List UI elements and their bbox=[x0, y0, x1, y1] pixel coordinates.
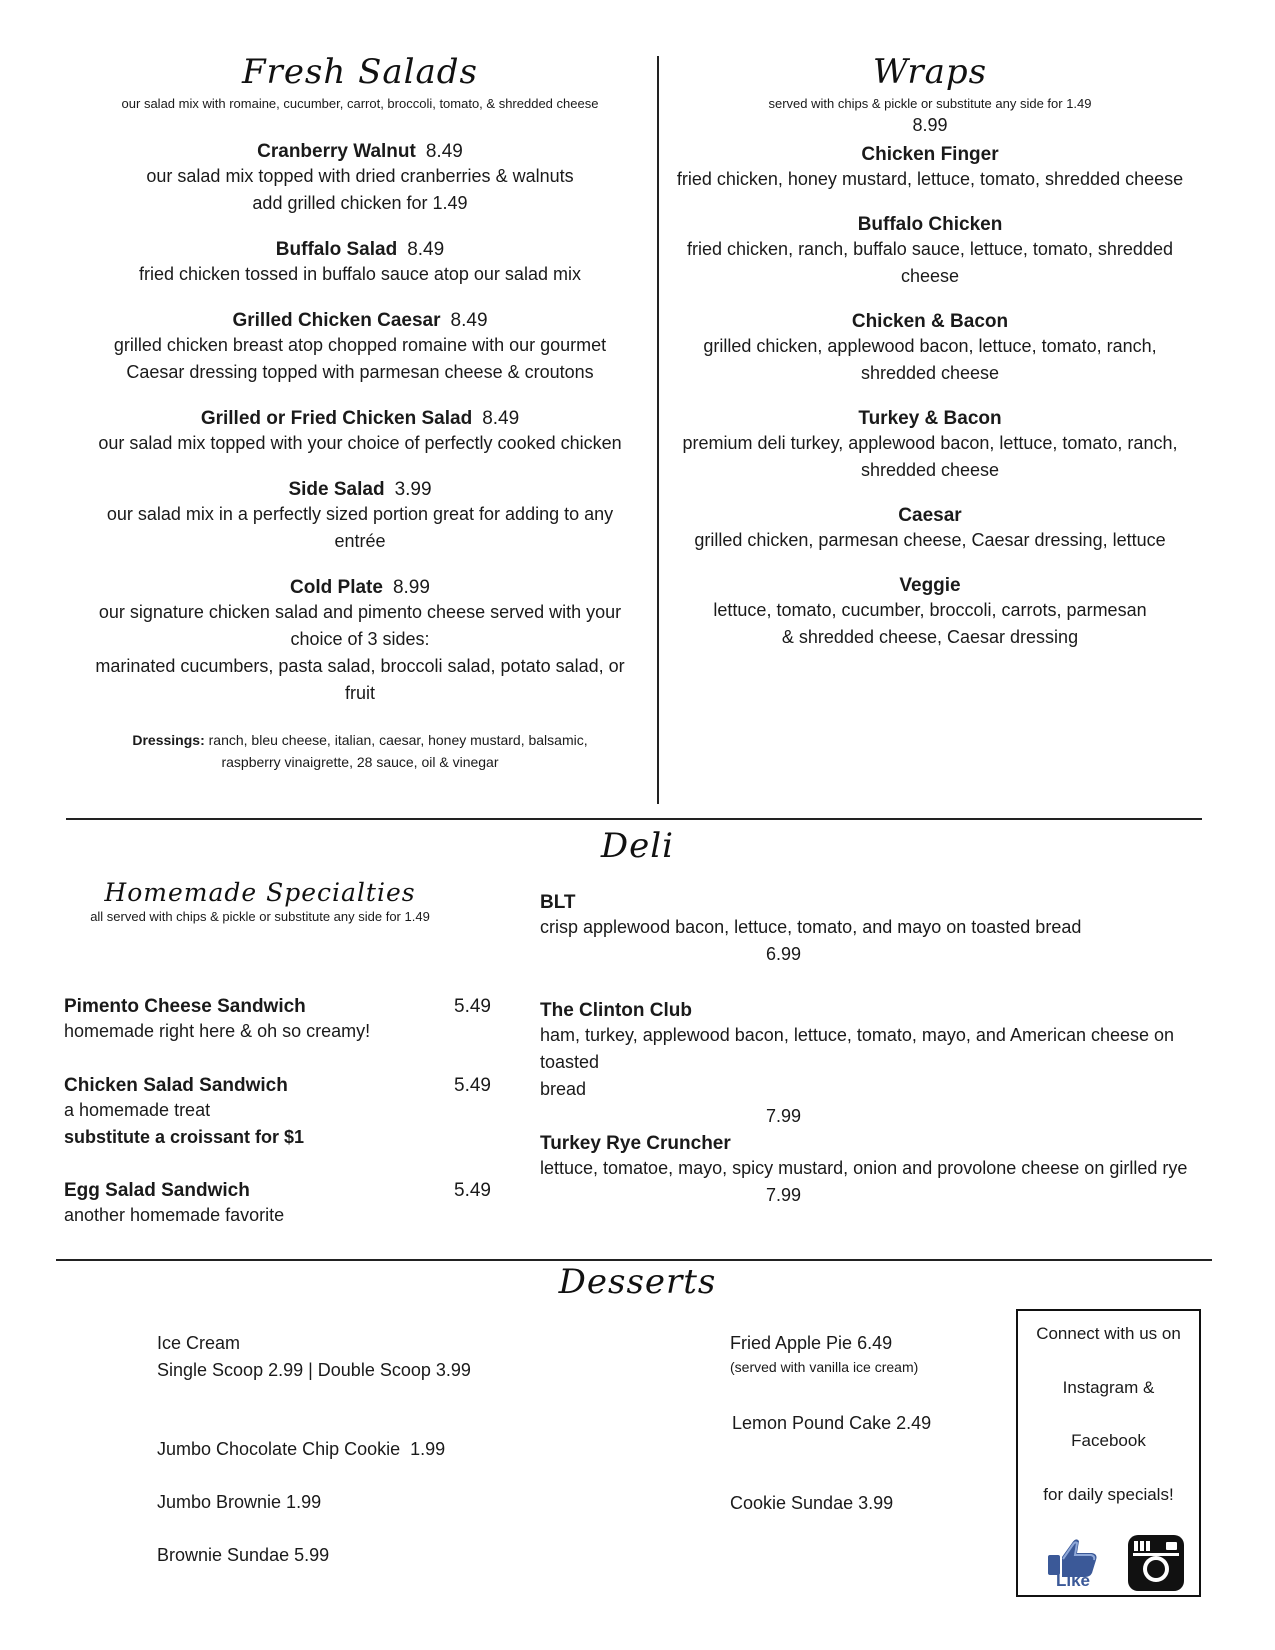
deli-item-desc: another homemade favorite bbox=[64, 1205, 285, 1225]
deli-item-extra: substitute a croissant for $1 bbox=[64, 1127, 305, 1147]
wrap-item-name: Buffalo Chicken bbox=[857, 214, 1003, 235]
salad-item-price: 8.49 bbox=[482, 408, 520, 429]
salad-item-desc: our salad mix topped with dried cranberries & walnuts bbox=[146, 166, 574, 186]
deli-item-header bbox=[64, 1180, 494, 1202]
wrap-item-desc: cheese bbox=[900, 266, 960, 286]
connect-line4: for daily specials! bbox=[1043, 1484, 1174, 1504]
salad-item-header bbox=[80, 239, 640, 261]
salads-subtitle: our salad mix with romaine, cucumber, carrot, broccoli, tomato, & shredded cheese bbox=[121, 96, 599, 111]
salad-item-header bbox=[80, 141, 640, 163]
specialties-title: Homemade Specialties bbox=[104, 878, 416, 907]
dessert-cookie: Jumbo Chocolate Chip Cookie 1.99 bbox=[157, 1439, 446, 1459]
dessert-ice-cream bbox=[157, 1330, 471, 1384]
salad-item-desc: grilled chicken breast atop chopped romaine with our gourmet bbox=[113, 335, 607, 355]
wraps-title: Wraps bbox=[872, 52, 988, 92]
apple-pie-label: Fried Apple Pie 6.49 bbox=[730, 1333, 893, 1353]
wrap-item-name: Caesar bbox=[898, 505, 962, 526]
deli-item-price: 7.99 bbox=[766, 1185, 802, 1205]
social-connect-box bbox=[1016, 1309, 1201, 1597]
wrap-item-desc: shredded cheese bbox=[860, 363, 1000, 383]
wraps-subtitle: served with chips & pickle or substitute any side for 1.49 bbox=[768, 96, 1092, 111]
wrap-item bbox=[670, 505, 1190, 554]
deli-item-desc: a homemade treat bbox=[64, 1100, 211, 1120]
deli-item-name: Egg Salad Sandwich bbox=[64, 1180, 250, 1201]
ice-cream-prices: Single Scoop 2.99 | Double Scoop 3.99 bbox=[157, 1360, 471, 1380]
deli-item-desc: lettuce, tomatoe, mayo, spicy mustard, onion and provolone cheese on girlled rye bbox=[540, 1158, 1188, 1178]
dessert-cookie-sundae: Cookie Sundae 3.99 bbox=[730, 1493, 894, 1513]
salad-item-name: Grilled or Fried Chicken Salad bbox=[200, 408, 473, 429]
wrap-item-desc: premium deli turkey, applewood bacon, lettuce, tomato, ranch, bbox=[682, 433, 1178, 453]
salads-section bbox=[80, 50, 640, 773]
salad-item-desc: our salad mix topped with your choice of perfectly cooked chicken bbox=[98, 433, 622, 453]
wrap-item-name: Chicken Finger bbox=[861, 144, 999, 165]
wrap-item bbox=[670, 408, 1190, 484]
salad-item-name: Grilled Chicken Caesar bbox=[232, 310, 441, 331]
instagram-camera-icon[interactable] bbox=[1128, 1535, 1184, 1591]
salad-item-desc: add grilled chicken for 1.49 bbox=[252, 193, 468, 213]
specialties-header bbox=[60, 878, 460, 924]
salad-item-desc: fried chicken tossed in buffalo sauce atop our salad mix bbox=[139, 264, 581, 284]
deli-item-name: Pimento Cheese Sandwich bbox=[64, 996, 306, 1017]
dessert-brownie: Jumbo Brownie 1.99 bbox=[157, 1492, 322, 1512]
ice-cream-label: Ice Cream bbox=[157, 1333, 241, 1353]
deli-item bbox=[64, 1180, 494, 1229]
desserts-title: Desserts bbox=[558, 1262, 717, 1302]
wrap-item-list bbox=[670, 144, 1190, 651]
wrap-item-desc: & shredded cheese, Caesar dressing bbox=[781, 627, 1079, 647]
salad-item-price: 3.99 bbox=[394, 479, 432, 500]
specialties-subtitle: all served with chips & pickle or substitute any side for 1.49 bbox=[90, 909, 430, 924]
apple-pie-note: (served with vanilla ice cream) bbox=[730, 1359, 919, 1375]
deli-item-desc: crisp applewood bacon, lettuce, tomato, and mayo on toasted bread bbox=[540, 917, 1082, 937]
salad-item-list bbox=[80, 141, 640, 707]
salad-item-price: 8.49 bbox=[450, 310, 488, 331]
salad-item-header bbox=[80, 310, 640, 332]
deli-item bbox=[540, 1133, 1220, 1209]
wrap-item-name: Chicken & Bacon bbox=[851, 311, 1009, 332]
salads-title: Fresh Salads bbox=[241, 52, 479, 92]
wrap-item-name: Turkey & Bacon bbox=[858, 408, 1002, 429]
deli-item-price: 5.49 bbox=[454, 1180, 491, 1201]
wrap-item bbox=[670, 575, 1190, 651]
salad-item-desc: choice of 3 sides: bbox=[290, 629, 430, 649]
social-icons bbox=[1018, 1535, 1199, 1591]
salad-item-desc: our signature chicken salad and pimento cheese served with your bbox=[98, 602, 622, 622]
deli-item bbox=[540, 892, 1220, 968]
deli-item-header bbox=[64, 1075, 494, 1097]
deli-item-desc: homemade right here & oh so creamy! bbox=[64, 1021, 371, 1041]
deli-item-desc: ham, turkey, applewood bacon, lettuce, tomato, mayo, and American cheese on toasted bbox=[540, 1025, 1175, 1072]
salad-item bbox=[80, 239, 640, 288]
deli-item bbox=[64, 1075, 494, 1151]
dessert-apple-pie bbox=[730, 1330, 918, 1377]
wrap-item-desc: lettuce, tomato, cucumber, broccoli, carrots, parmesan bbox=[713, 600, 1147, 620]
salad-item-desc: our salad mix in a perfectly sized portion great for adding to any entrée bbox=[106, 504, 614, 551]
deli-item-name: The Clinton Club bbox=[540, 1000, 692, 1021]
wrap-item-name: Veggie bbox=[899, 575, 961, 596]
salad-item-desc: marinated cucumbers, pasta salad, broccoli salad, potato salad, or fruit bbox=[95, 656, 625, 703]
salad-item-name: Buffalo Salad bbox=[275, 239, 398, 260]
deli-item-header bbox=[64, 996, 494, 1018]
salad-item-name: Cranberry Walnut bbox=[257, 141, 416, 162]
deli-item-name: Turkey Rye Cruncher bbox=[540, 1133, 731, 1154]
salad-item-name: Side Salad bbox=[288, 479, 385, 500]
salad-item bbox=[80, 310, 640, 386]
wrap-item bbox=[670, 214, 1190, 290]
deli-title: Deli bbox=[600, 826, 675, 866]
connect-line2: Instagram & bbox=[1062, 1377, 1155, 1397]
dressings-label: Dressings: bbox=[132, 732, 205, 748]
connect-line3: Facebook bbox=[1071, 1431, 1146, 1450]
like-label: Like bbox=[1055, 1571, 1091, 1590]
wrap-item bbox=[670, 144, 1190, 193]
dessert-lemon-cake: Lemon Pound Cake 2.49 bbox=[732, 1413, 932, 1433]
salad-item-desc: Caesar dressing topped with parmesan cheese & croutons bbox=[126, 362, 594, 382]
deli-item-price: 5.49 bbox=[454, 1075, 491, 1096]
dressings-line1: ranch, bleu cheese, italian, caesar, honey mustard, balsamic, bbox=[204, 732, 588, 748]
wraps-section bbox=[670, 50, 1190, 672]
wrap-item-desc: fried chicken, honey mustard, lettuce, tomato, shredded cheese bbox=[676, 169, 1184, 189]
wrap-item-desc: shredded cheese bbox=[860, 460, 1000, 480]
wrap-item bbox=[670, 311, 1190, 387]
deli-item bbox=[64, 996, 494, 1045]
salad-item bbox=[80, 408, 640, 457]
facebook-like-icon[interactable] bbox=[1046, 1535, 1100, 1591]
connect-line1: Connect with us on bbox=[1036, 1324, 1181, 1343]
wrap-item-desc: grilled chicken, parmesan cheese, Caesar dressing, lettuce bbox=[694, 530, 1166, 550]
deli-item-price: 5.49 bbox=[454, 996, 491, 1017]
dessert-brownie-sundae: Brownie Sundae 5.99 bbox=[157, 1545, 330, 1565]
salad-item-price: 8.49 bbox=[425, 141, 463, 162]
salad-item bbox=[80, 141, 640, 217]
salad-item-price: 8.49 bbox=[407, 239, 445, 260]
dressings-note bbox=[80, 729, 640, 773]
wrap-item-desc: grilled chicken, applewood bacon, lettuce, tomato, ranch, bbox=[703, 336, 1157, 356]
salad-item-header bbox=[80, 408, 640, 430]
deli-item-price: 6.99 bbox=[766, 944, 802, 964]
deli-item bbox=[540, 1000, 1220, 1130]
salad-item-header bbox=[80, 577, 640, 599]
deli-item-desc: bread bbox=[540, 1079, 587, 1099]
salad-item bbox=[80, 577, 640, 707]
dressings-line2: raspberry vinaigrette, 28 sauce, oil & vinegar bbox=[221, 754, 499, 770]
section-divider-deli bbox=[66, 818, 1202, 820]
salad-item-header bbox=[80, 479, 640, 501]
deli-item-name: Chicken Salad Sandwich bbox=[64, 1075, 288, 1096]
wraps-price: 8.99 bbox=[912, 115, 948, 135]
salad-item bbox=[80, 479, 640, 555]
deli-item-name: BLT bbox=[540, 892, 576, 913]
column-divider bbox=[657, 56, 659, 804]
salad-item-name: Cold Plate bbox=[290, 577, 383, 598]
deli-item-price: 7.99 bbox=[766, 1106, 802, 1126]
section-divider-desserts bbox=[56, 1259, 1212, 1261]
wrap-item-desc: fried chicken, ranch, buffalo sauce, lettuce, tomato, shredded bbox=[687, 239, 1173, 259]
salad-item-price: 8.99 bbox=[392, 577, 430, 598]
